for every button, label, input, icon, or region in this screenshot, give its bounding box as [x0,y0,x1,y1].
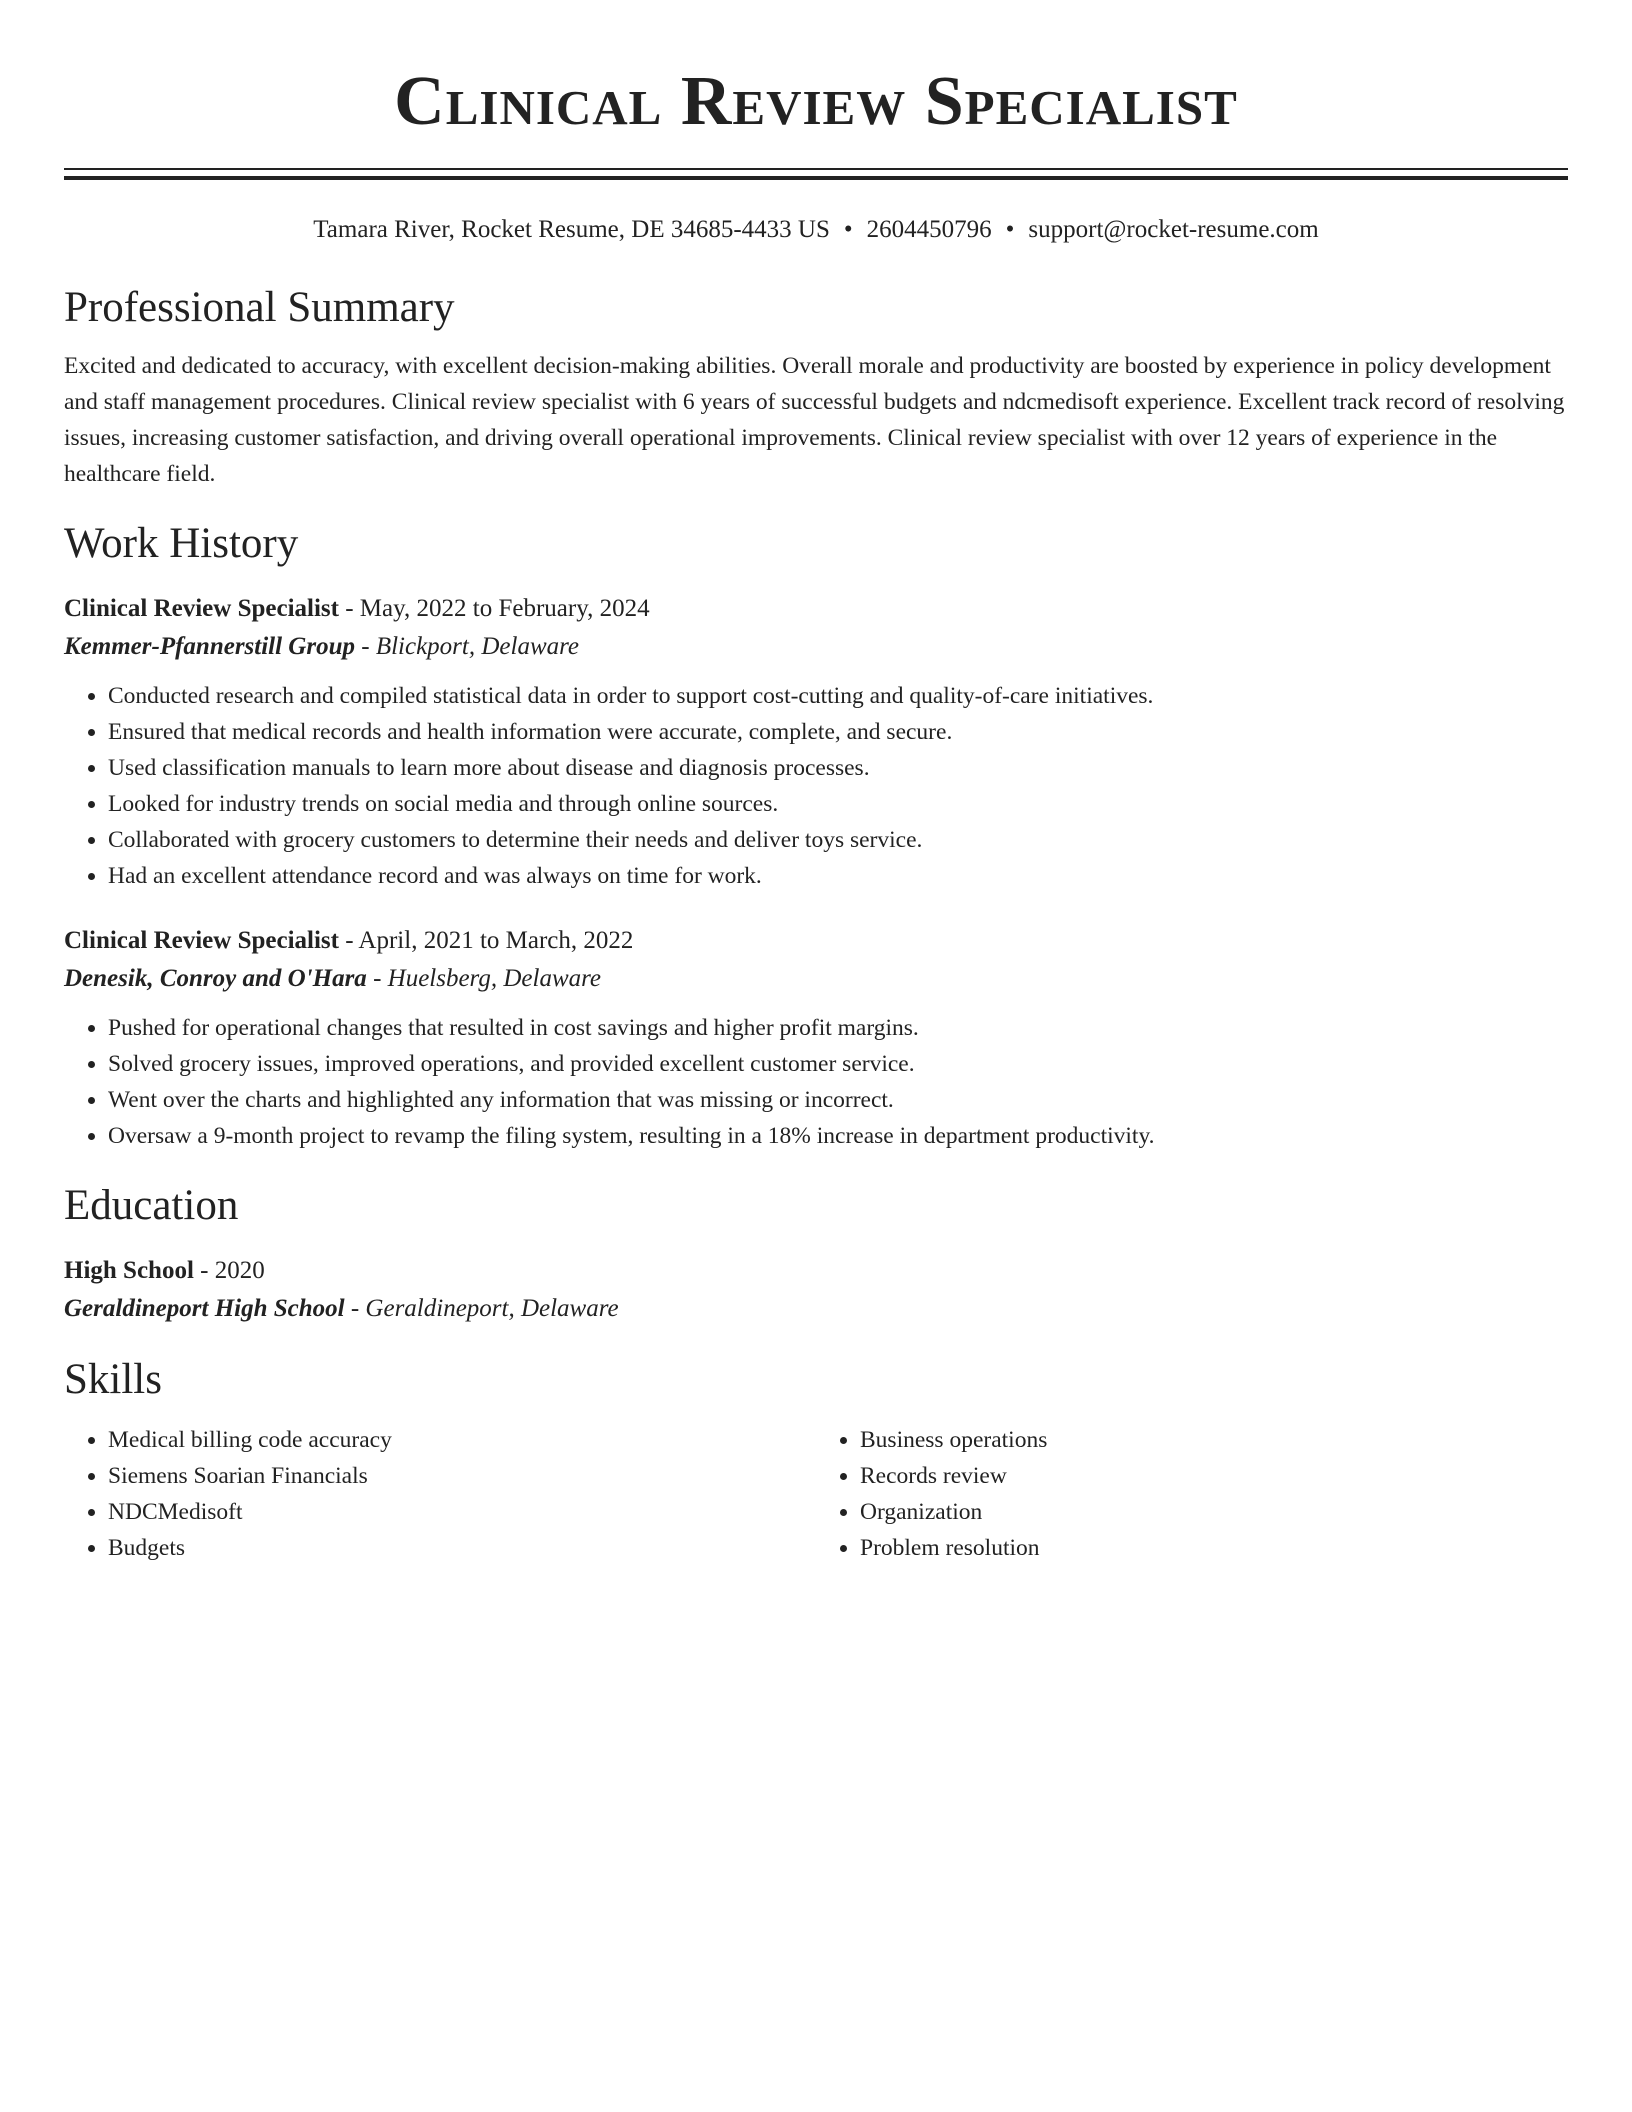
section-heading-skills: Skills [64,1356,162,1403]
resume-title: Clinical Review Specialist [394,63,1238,140]
job-dates: - May, 2022 to February, 2024 [338,595,650,622]
job-bullet: • Went over the charts and highlighted any information that was missing or incorrect. [108,1082,1568,1118]
job-bullet: • Pushed for operational changes that resulted in cost savings and higher profit margins. [108,1010,1568,1046]
summary-text: Excited and dedicated to accuracy, with excellent decision-making abilities. Overall morale and productivity are boosted by experience in policy development and staff management procedures. Clinical review specialist with 6 years of successful budgets and ndcmedisoft experience. Excellent track record of resolving issues, increasing customer satisfaction, and driving overall operational improvements. Clinical review specialist with over 12 years of experience in the healthcare field. [64,353,1565,487]
education-school-line [64,1290,1568,1328]
job-entry [64,590,1568,894]
education-entry [64,1252,1568,1328]
skill-item: • Problem resolution [860,1530,1568,1566]
title-divider [64,168,1568,180]
skill-item: • Records review [860,1458,1568,1494]
job-company: Kemmer-Pfannerstill Group [64,633,355,660]
job-title-line [64,922,1568,960]
job-entry [64,922,1568,1154]
skills-column-right [816,1422,1568,1566]
contact-separator: • [843,216,853,243]
job-bullet: • Conducted research and compiled statistical data in order to support cost-cutting and quality-of-care initiatives. [108,678,1568,714]
contact-phone: 2604450796 [866,216,992,243]
contact-line [64,214,1568,246]
skill-item: • Budgets [108,1530,816,1566]
job-location: - Huelsberg, Delaware [366,965,602,992]
skill-item: • Siemens Soarian Financials [108,1458,816,1494]
job-location: - Blickport, Delaware [355,633,580,660]
contact-email: support@rocket-resume.com [1028,216,1319,243]
education-school: Geraldineport High School [64,1295,345,1322]
job-bullet: • Collaborated with grocery customers to determine their needs and deliver toys service. [108,822,1568,858]
skill-item: • Medical billing code accuracy [108,1422,816,1458]
skill-item: • Business operations [860,1422,1568,1458]
job-bullets [64,678,1568,894]
skill-item: • Organization [860,1494,1568,1530]
education-degree: High School [64,1257,194,1284]
education-degree-line [64,1252,1568,1290]
job-bullet: • Oversaw a 9-month project to revamp the filing system, resulting in a 18% increase in department productivity. [108,1118,1568,1154]
contact-separator: • [1005,216,1015,243]
job-company-line [64,960,1568,998]
job-title: Clinical Review Specialist [64,927,339,954]
education-location: - Geraldineport, Delaware [344,1295,619,1322]
job-company: Denesik, Conroy and O'Hara [64,965,367,992]
section-heading-summary: Professional Summary [64,284,455,331]
job-bullets [64,1010,1568,1154]
section-heading-education: Education [64,1182,239,1229]
job-company-line [64,628,1568,666]
contact-address: Tamara River, Rocket Resume, DE 34685-4433 US [313,216,830,243]
job-bullet: • Ensured that medical records and health information were accurate, complete, and secure. [108,714,1568,750]
skills-column-left [64,1422,816,1566]
job-dates: - April, 2021 to March, 2022 [338,927,634,954]
section-heading-work-history: Work History [64,520,299,567]
job-title-line [64,590,1568,628]
skills-grid [64,1422,1568,1566]
skill-item: • NDCMedisoft [108,1494,816,1530]
job-bullet: • Looked for industry trends on social media and through online sources. [108,786,1568,822]
education-year: - 2020 [193,1257,265,1284]
job-bullet: • Solved grocery issues, improved operations, and provided excellent customer service. [108,1046,1568,1082]
job-bullet: • Used classification manuals to learn more about disease and diagnosis processes. [108,750,1568,786]
job-bullet: • Had an excellent attendance record and was always on time for work. [108,858,1568,894]
job-title: Clinical Review Specialist [64,595,339,622]
